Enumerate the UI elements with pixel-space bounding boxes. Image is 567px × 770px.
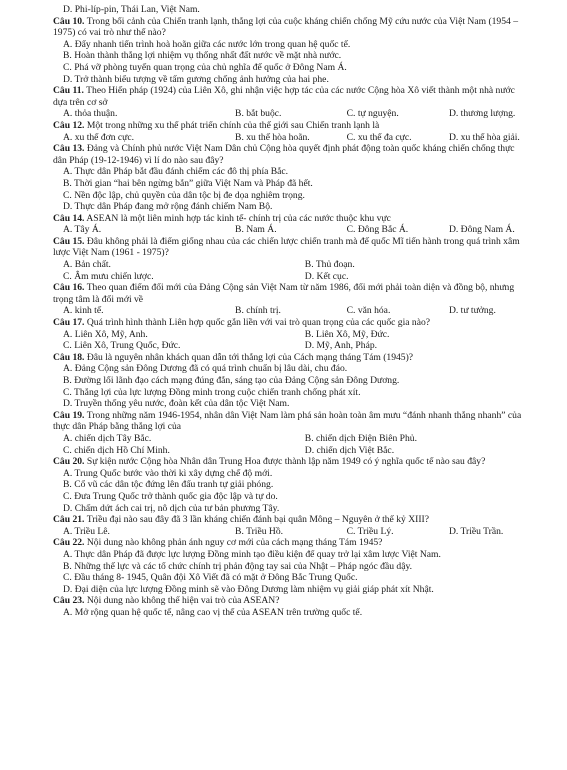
answer-option: B. Thời gian “hai bên ngừng bắn” giữa Việt Nam và Pháp đã hết. (63, 177, 313, 189)
answer-options (53, 607, 528, 619)
question (53, 213, 528, 236)
answer-option: D. thương lượng. (448, 108, 516, 120)
question-number: Câu 12. (53, 119, 85, 131)
question-text: Nội dung nào không phản ánh nguy cơ mới của cách mạng tháng Tám 1945? (86, 537, 383, 549)
answer-option: A. Mở rộng quan hệ quốc tế, nâng cao vị thế của ASEAN trên trường quốc tế. (63, 606, 363, 618)
answer-option: D. chiến dịch Việt Bắc. (304, 444, 395, 456)
answer-option: D. Truyền thống yêu nước, đoàn kết của dân tộc Việt Nam. (63, 398, 290, 410)
question (53, 352, 528, 410)
question (53, 282, 528, 317)
answer-option: C. Triều Lý. (346, 525, 394, 537)
answer-option: B. Nam Á. (235, 224, 277, 236)
answer-option: A. Bản chất. (63, 259, 111, 271)
question-number: Câu 13. (53, 143, 85, 155)
question-text: Theo quan điểm đổi mới của Đảng Cộng sản Việt Nam từ năm 1986, đổi mới phải toàn diện và đồng bộ, nhưng trọng tâm là đổi mới về (53, 282, 515, 305)
question-stem (53, 213, 528, 225)
question-stem (53, 16, 528, 39)
answer-option: A. xu thế đơn cực. (63, 131, 135, 143)
answer-options (53, 108, 528, 120)
answer-option: C. Đông Bắc Á. (346, 224, 409, 236)
question-stem (53, 537, 528, 549)
question (53, 236, 528, 282)
answer-option: D. Chấm dứt ách cai trị, nô dịch của tư bản phương Tây. (63, 502, 280, 514)
question-stem (53, 282, 528, 305)
answer-option: B. Hoàn thành thắng lợi nhiệm vụ thống nhất đất nước về mặt nhà nước. (63, 50, 342, 62)
question (53, 120, 528, 143)
answer-option: D. Đông Nam Á. (448, 224, 515, 236)
answer-option: C. Đầu tháng 8- 1945, Quân đội Xô Viết đã có mặt ở Đông Bắc Trung Quốc. (63, 572, 358, 584)
question-number: Câu 15. (53, 235, 85, 247)
question-number: Câu 19. (53, 409, 85, 421)
answer-option: D. Đại diện của lực lượng Đồng minh sẽ vào Đông Dương làm nhiệm vụ giải giáp phát xít Nhật. (63, 583, 434, 595)
question-stem (53, 410, 528, 433)
answer-option: C. Đưa Trung Quốc trở thành quốc gia độc lập và tự do. (63, 490, 278, 502)
question-number: Câu 10. (53, 15, 85, 27)
answer-options (53, 224, 528, 236)
question-text: Triều đại nào sau đây đã 3 lần kháng chiến đánh bại quân Mông – Nguyên ở thế kỷ XIII? (86, 514, 429, 526)
answer-option: D. Thực dân Pháp đang mở rộng đánh chiếm Nam Bộ. (63, 201, 273, 213)
answer-option: C. tự nguyện. (346, 108, 399, 120)
answer-option: D. Trở thành biểu tượng về tấm gương chống ảnh hưởng của hai phe. (63, 73, 329, 85)
answer-option: B. Cổ vũ các dân tộc đứng lên đấu tranh tự giải phóng. (63, 479, 274, 491)
question-text: Trong bối cảnh của Chiến tranh lạnh, thắng lợi của cuộc kháng chiến chống Mỹ cứu nước của Việt Nam (1954 – 1975) có vai trò như thế nào? (53, 15, 519, 39)
question-text: ASEAN là một liên minh hợp tác kinh tế- chính trị của các nước thuộc khu vực (86, 212, 391, 224)
answer-option: A. kinh tế. (63, 305, 104, 317)
question-text: Đâu là nguyên nhân khách quan dẫn tới thắng lợi của Cách mạng tháng Tám (1945)? (86, 351, 414, 363)
answer-option: C. Thắng lợi của lực lượng Đồng minh trong cuộc chiến tranh chống phát xít. (63, 386, 361, 398)
q9-tail (53, 4, 528, 16)
answer-option: A. Đảng Cộng sản Đông Dương đã có quá trình chuẩn bị lâu dài, chu đáo. (63, 363, 348, 375)
question (53, 595, 528, 618)
answer-options (53, 329, 528, 352)
answer-options (53, 259, 528, 282)
answer-option: B. chiến dịch Điện Biên Phủ. (304, 432, 417, 444)
answer-option: C. Nền độc lập, chủ quyền của dân tộc bị đe dọa nghiêm trọng. (63, 189, 305, 201)
question (53, 456, 528, 514)
question-stem (53, 317, 528, 329)
answer-option: C. xu thế đa cực. (346, 131, 412, 143)
question-stem (53, 352, 528, 364)
answer-options (53, 526, 528, 538)
question (53, 85, 528, 120)
answer-option: C. Phá vỡ phòng tuyến quan trọng của chủ nghĩa đế quốc ở Đông Nam Á. (63, 61, 347, 73)
question-text: Nội dung nào không thể hiện vai trò của ASEAN? (86, 595, 280, 607)
question-text: Một trong những xu thế phát triển chính của thế giới sau Chiến tranh lạnh là (86, 119, 380, 131)
answer-option: D. Triều Trần. (448, 525, 504, 537)
option-text: D. Phi-líp-pin, Thái Lan, Việt Nam. (63, 4, 200, 15)
answer-option: C. Âm mưu chiến lược. (63, 270, 154, 282)
question-list (53, 16, 528, 619)
answer-option: D. xu thế hòa giải. (448, 131, 520, 143)
question-text: Đâu không phải là điểm giống nhau của các chiến lược chiến tranh mà đế quốc Mĩ tiến hành trong quá trình xâm lược Việt Nam (1961 - 1975)? (53, 235, 520, 259)
question-stem (53, 514, 528, 526)
question-number: Câu 18. (53, 351, 85, 363)
question-stem (53, 236, 528, 259)
answer-options (53, 363, 528, 409)
answer-options (53, 468, 528, 514)
question (53, 410, 528, 456)
question-number: Câu 11. (53, 85, 84, 97)
answer-option: A. Đẩy nhanh tiến trình hoà hoãn giữa các nước lớn trong quan hệ quốc tế. (63, 38, 351, 50)
answer-option: A. Tây Á. (63, 224, 102, 236)
answer-options (53, 166, 528, 212)
question-number: Câu 16. (53, 282, 85, 294)
question-text: Quá trình hình thành Liên hợp quốc gắn liền với vai trò quan trọng của các quốc gia nào? (86, 317, 431, 329)
question-number: Câu 14. (53, 212, 85, 224)
answer-option: C. văn hóa. (346, 305, 391, 317)
question-number: Câu 23. (53, 595, 85, 607)
answer-option: A. Triều Lê. (63, 525, 110, 537)
question-number: Câu 22. (53, 537, 85, 549)
answer-option: B. Triều Hồ. (235, 525, 284, 537)
answer-option: D. Kết cục. (304, 270, 349, 282)
question-number: Câu 21. (53, 514, 85, 526)
question-text: Sự kiện nước Cộng hòa Nhân dân Trung Hoa được thành lập năm 1949 có ý nghĩa quốc tế nào sau đây? (86, 456, 486, 468)
answer-options (53, 549, 528, 595)
answer-option: C. Liên Xô, Trung Quốc, Đức. (63, 340, 181, 352)
question-stem (53, 120, 528, 132)
exam-document (53, 4, 528, 618)
answer-option: B. Đường lối lãnh đạo cách mạng đúng đắn, sáng tạo của Đảng Cộng sản Đông Dương. (63, 375, 400, 386)
question-text: Theo Hiến pháp (1924) của Liên Xô, ghi nhận việc hợp tác của các nước Cộng hòa Xô viết thành một nhà nước dựa trên cơ sở (53, 85, 515, 108)
answer-option: A. Thực dân Pháp bắt đầu đánh chiếm các đô thị phía Bắc. (63, 166, 289, 178)
question-text: Trong những năm 1946-1954, nhân dân Việt Nam làm phá sản hoàn toàn âm mưu “đánh nhanh thắng nhanh” của thực dân Pháp bằng thắng lợi của (53, 409, 522, 433)
question (53, 514, 528, 537)
question-stem (53, 456, 528, 468)
answer-options (53, 305, 528, 317)
answer-options (53, 132, 528, 144)
answer-option: A. thỏa thuận. (63, 108, 118, 120)
question-stem (53, 143, 528, 166)
answer-option: B. xu thế hòa hoãn. (235, 131, 310, 143)
answer-option: C. chiến dịch Hồ Chí Minh. (63, 444, 170, 456)
answer-options (53, 39, 528, 85)
answer-option: A. chiến dịch Tây Bắc. (63, 432, 152, 444)
answer-option: B. bắt buộc. (235, 108, 282, 120)
question-text: Đảng và Chính phủ nước Việt Nam Dân chủ Cộng hòa quyết định phát động toàn quốc kháng chiến chống thực dân Pháp (19-12-1946) vì lí do nào sau đây? (53, 143, 515, 166)
question (53, 16, 528, 86)
answer-option: A. Trung Quốc bước vào thời kì xây dựng chế độ mới. (63, 467, 273, 479)
question-number: Câu 17. (53, 317, 85, 329)
answer-option: B. Những thế lực và các tổ chức chính trị phản động tay sai của Nhật – Pháp ngóc đầu dậy. (63, 560, 413, 572)
answer-option: B. chính trị. (235, 305, 281, 317)
question-stem (53, 85, 528, 108)
question-number: Câu 20. (53, 456, 85, 468)
question (53, 143, 528, 213)
question (53, 537, 528, 595)
answer-option: B. Liên Xô, Mỹ, Đức. (304, 328, 390, 340)
answer-option: B. Thủ đoạn. (304, 259, 355, 271)
question-stem (53, 595, 528, 607)
answer-option: D. tư tưởng. (448, 305, 496, 317)
answer-option: A. Liên Xô, Mỹ, Anh. (63, 328, 148, 340)
answer-option: D. Mỹ, Anh, Pháp. (304, 340, 378, 352)
question (53, 317, 528, 352)
answer-options (53, 433, 528, 456)
answer-option: A. Thực dân Pháp đã được lực lượng Đồng minh tạo điều kiện để quay trở lại xâm lược Việt Nam. (63, 548, 441, 560)
